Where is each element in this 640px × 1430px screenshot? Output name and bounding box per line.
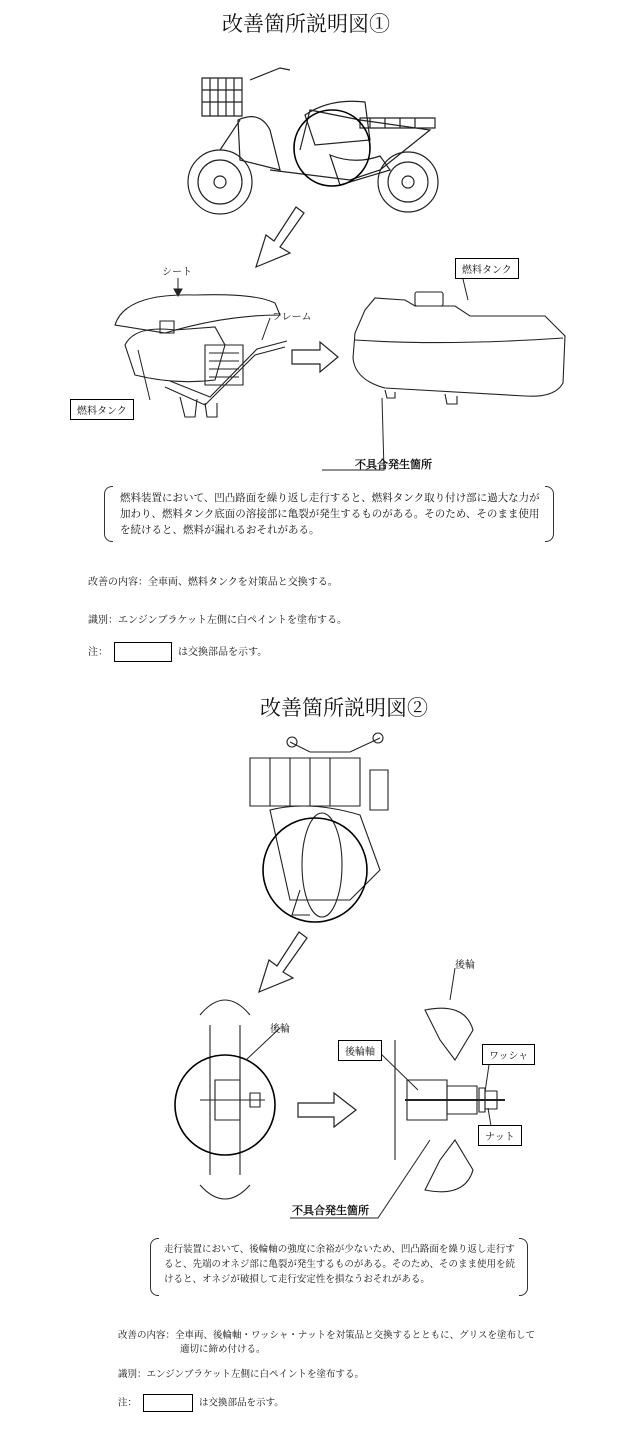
note-2 [118, 1394, 284, 1412]
rear-axle-label: 後輪軸 [338, 1040, 382, 1061]
remedy-text-2-line1: 改善の内容：全車両、後輪軸・ワッシャ・ナットを対策品と交換するとともに、グリスを塗布して [118, 1330, 535, 1341]
identification-text-1: 識別：エンジンブラケット左側に白ペイントを塗布する。 [88, 615, 347, 626]
note-suffix-2: は交換部品を示す。 [199, 1397, 284, 1409]
defect-location-label-2: 不具合発生箇所 [292, 1204, 369, 1217]
fuel-tank-label-left: 燃料タンク [70, 399, 134, 420]
defect-location-label-1: 不具合発生箇所 [355, 458, 432, 471]
note-prefix-1: 注： [88, 647, 108, 658]
replacement-part-legend-box-2 [143, 1394, 193, 1412]
section2-title: 改善箇所説明図② [260, 696, 428, 720]
nut-label: ナット [478, 1125, 522, 1146]
note-suffix-1: は交換部品を示す。 [178, 647, 268, 658]
description-box-2 [150, 1238, 528, 1296]
remedy-text-2-line2: 適切に締め付ける。 [180, 1344, 266, 1355]
fuel-tank-label-right: 燃料タンク [455, 258, 519, 279]
rear-wheel-label-top: 後輪 [455, 960, 475, 971]
remedy-text-1: 改善の内容：全車両、燃料タンクを対策品と交換する。 [88, 577, 338, 588]
rear-wheel-label-mid: 後輪 [270, 1024, 290, 1035]
description-text-1: 燃料装置において、凹凸路面を繰り返し走行すると、燃料タンク取り付け部に過大な力が加わり、燃料タンク底面の溶接部に亀裂が発生するものがある。そのため、そのまま使用を続けると、燃料が漏れるおそれがある。 [120, 492, 540, 536]
note-prefix-2: 注： [118, 1397, 138, 1409]
section1-title: 改善箇所説明図① [222, 12, 390, 36]
description-text-2: 走行装置において、後輪軸の強度に余裕が少ないため、凹凸路面を繰り返し走行すると、先端のオネジ部に亀裂が発生するものがある。そのため、そのまま使用を続けると、オネジが破損して走行安定性を損なうおそれがある。 [164, 1244, 516, 1285]
washer-label: ワッシャ [482, 1044, 535, 1065]
frame-label: フレーム [272, 312, 312, 323]
seat-label: シート [162, 267, 192, 278]
identification-text-2: 識別：エンジンブラケット左側に白ペイントを塗布する。 [118, 1369, 365, 1380]
